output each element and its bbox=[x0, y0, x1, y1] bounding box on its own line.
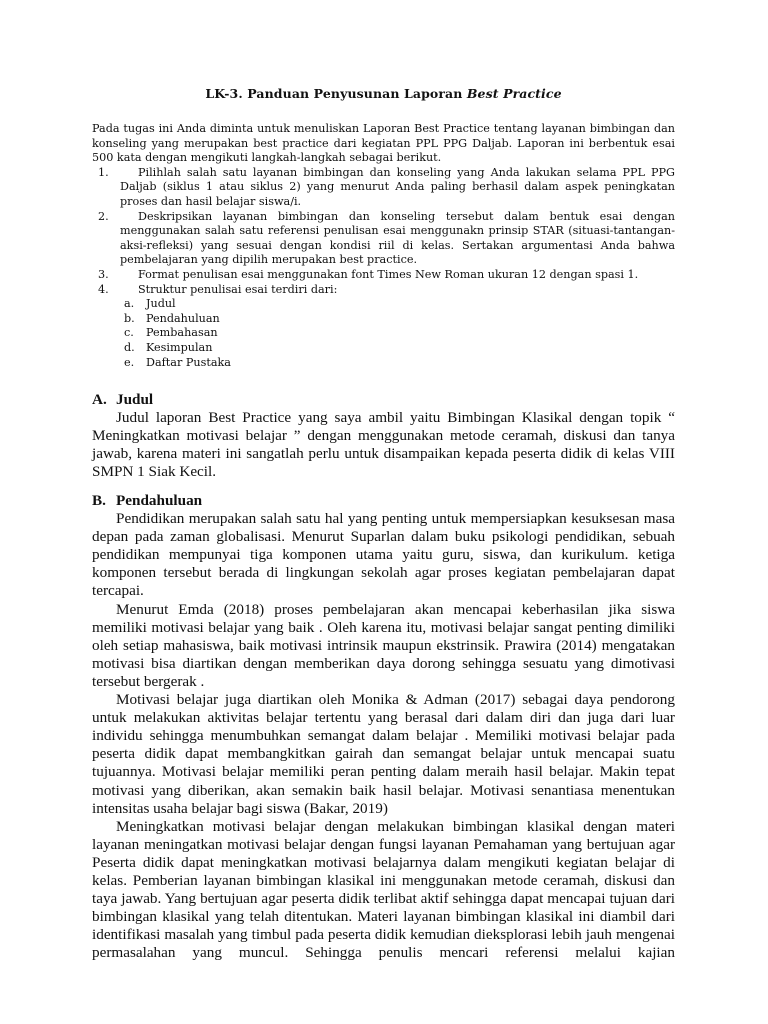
structure-text: Kesimpulan bbox=[146, 340, 213, 354]
structure-item bbox=[120, 326, 675, 341]
structure-text: Judul bbox=[146, 297, 176, 311]
structure-item bbox=[120, 341, 675, 356]
section-judul bbox=[92, 391, 675, 481]
structure-text: Pendahuluan bbox=[146, 311, 220, 325]
section-paragraph: Motivasi belajar juga diartikan oleh Monika & Adman (2017) sebagai daya pendorong untuk melakukan aktivitas belajar tertentu yang berasal dari dalam diri dan juga dari luar individu sehingga menumbuhkan semangat dalam belajar . Memiliki motivasi belajar pada peserta didik dapat membangkitkan gairah dan semangat belajar untuk mencapai suatu tujuannya. Motivasi belajar memiliki peran penting dalam meraih hasil belajar. Makin tepat motivasi yang diberikan, akan semakin baik hasil belajar. Motivasi senantiasa menentukan intensitas usaha belajar bagi siswa (Bakar, 2019) bbox=[92, 691, 675, 817]
step-text: Pilihlah salah satu layanan bimbingan dan konseling yang Anda lakukan selama PPL PPG Daljab (siklus 1 atau siklus 2) yang menurut Anda paling berhasil dalam aspek peningkatan proses dan hasil belajar siswa/i. bbox=[120, 165, 675, 208]
step-number: 2. bbox=[98, 209, 109, 223]
structure-letter: a. bbox=[124, 297, 135, 311]
section-heading bbox=[92, 391, 675, 409]
structure-item bbox=[120, 356, 675, 371]
section-label: A. bbox=[92, 391, 107, 408]
lk-steps bbox=[92, 166, 675, 297]
page-title bbox=[92, 86, 675, 101]
structure-item bbox=[120, 297, 675, 312]
structure-text: Daftar Pustaka bbox=[146, 355, 231, 369]
lk-intro: Pada tugas ini Anda diminta untuk menuliskan Laporan Best Practice tentang layanan bimbingan dan konseling yang merupakan best practice dari kegiatan PPL PPG Daljab. Laporan ini berbentuk esai 500 kata dengan mengikuti langkah-langkah sebagai berikut. bbox=[92, 122, 675, 165]
step-text: Deskripsikan layanan bimbingan dan konseling tersebut dalam bentuk esai dengan menggunakan salah satu referensi penulisan esai menggunakn prinsip STAR (situasi-tantangan-aksi-refleksi) yang sesuai dengan kondisi riil di kelas. Sertakan argumentasi Anda bahwa pembelajaran yang dipilih merupakan best practice. bbox=[120, 209, 675, 267]
lk-instructions bbox=[92, 122, 675, 370]
section-paragraph: Menurut Emda (2018) proses pembelajaran akan mencapai keberhasilan jika siswa memiliki motivasi belajar yang baik . Oleh karena itu, motivasi belajar sangat penting dimiliki oleh setiap mahasiswa, baik motivasi intrinsik maupun ekstrinsik. Prawira (2014) mengatakan motivasi bisa diartikan dengan memberikan daya dorong sehingga sesuatu yang dimotivasi tersebut bergerak . bbox=[92, 600, 675, 690]
title-italic: Best Practice bbox=[466, 86, 562, 101]
section-label: B. bbox=[92, 492, 106, 509]
section-title: Pendahuluan bbox=[116, 492, 203, 509]
structure-letter: c. bbox=[124, 326, 134, 340]
structure-letter: e. bbox=[124, 355, 135, 369]
structure-letter: b. bbox=[124, 311, 135, 325]
lk-step bbox=[92, 283, 675, 298]
section-pendahuluan bbox=[92, 492, 675, 962]
structure-list bbox=[92, 297, 675, 370]
section-paragraph: Judul laporan Best Practice yang saya ambil yaitu Bimbingan Klasikal dengan topik “ Meningkatkan motivasi belajar ” dengan menggunakan metode ceramah, diskusi dan tanya jawab, karena materi ini sangatlah perlu untuk disampaikan kepada peserta didik di kelas VIII SMPN 1 Siak Kecil. bbox=[92, 409, 675, 481]
section-heading bbox=[92, 492, 675, 510]
step-number: 1. bbox=[98, 165, 109, 179]
lk-step bbox=[92, 268, 675, 283]
lk-step bbox=[92, 210, 675, 268]
lk-step bbox=[92, 166, 675, 210]
section-paragraph: Pendidikan merupakan salah satu hal yang penting untuk mempersiapkan kesuksesan masa depan pada zaman globalisasi. Menurut Suparlan dalam buku psikologi pendidikan, sebuah pendidikan mempunyai tiga komponen utama yaitu guru, siswa, dan kurikulum. ketiga komponen tersebut berada di lingkungan sekolah agar proses kegiatan pembelajaran dapat tercapai. bbox=[92, 510, 675, 600]
step-number: 3. bbox=[98, 267, 109, 281]
structure-item bbox=[120, 312, 675, 327]
section-title: Judul bbox=[116, 391, 154, 408]
step-number: 4. bbox=[98, 282, 109, 296]
section-paragraph: Meningkatkan motivasi belajar dengan melakukan bimbingan klasikal dengan materi layanan meningatkan motivasi belajar dengan fungsi layanan Pemahaman yang bertujuan agar Peserta didik dapat meningkatkan motivasi belajarnya dalam mengikuti kegiatan belajar di kelas. Pemberian layanan bimbingan klasikal ini menggunakan metode ceramah, diskusi dan taya jawab. Yang bertujuan agar peserta didik terlibat aktif sehingga dapat mencapai tujuan dari bimbingan klasikal yang telah ditentukan. Materi layanan bimbingan klasikal ini diambil dari identifikasi masalah yang timbul pada peserta didik kemudian dieksplorasi lebih jauh mengenai permasalahan yang muncul. Sehingga penulis mencari referensi melalui kajian bbox=[92, 817, 675, 962]
step-text: Format penulisan esai menggunakan font Times New Roman ukuran 12 dengan spasi 1. bbox=[138, 267, 639, 281]
step-text: Struktur penulisai esai terdiri dari: bbox=[138, 282, 338, 296]
structure-text: Pembahasan bbox=[146, 326, 218, 340]
title-main: LK-3. Panduan Penyusunan Laporan bbox=[205, 86, 467, 101]
structure-letter: d. bbox=[124, 340, 135, 354]
